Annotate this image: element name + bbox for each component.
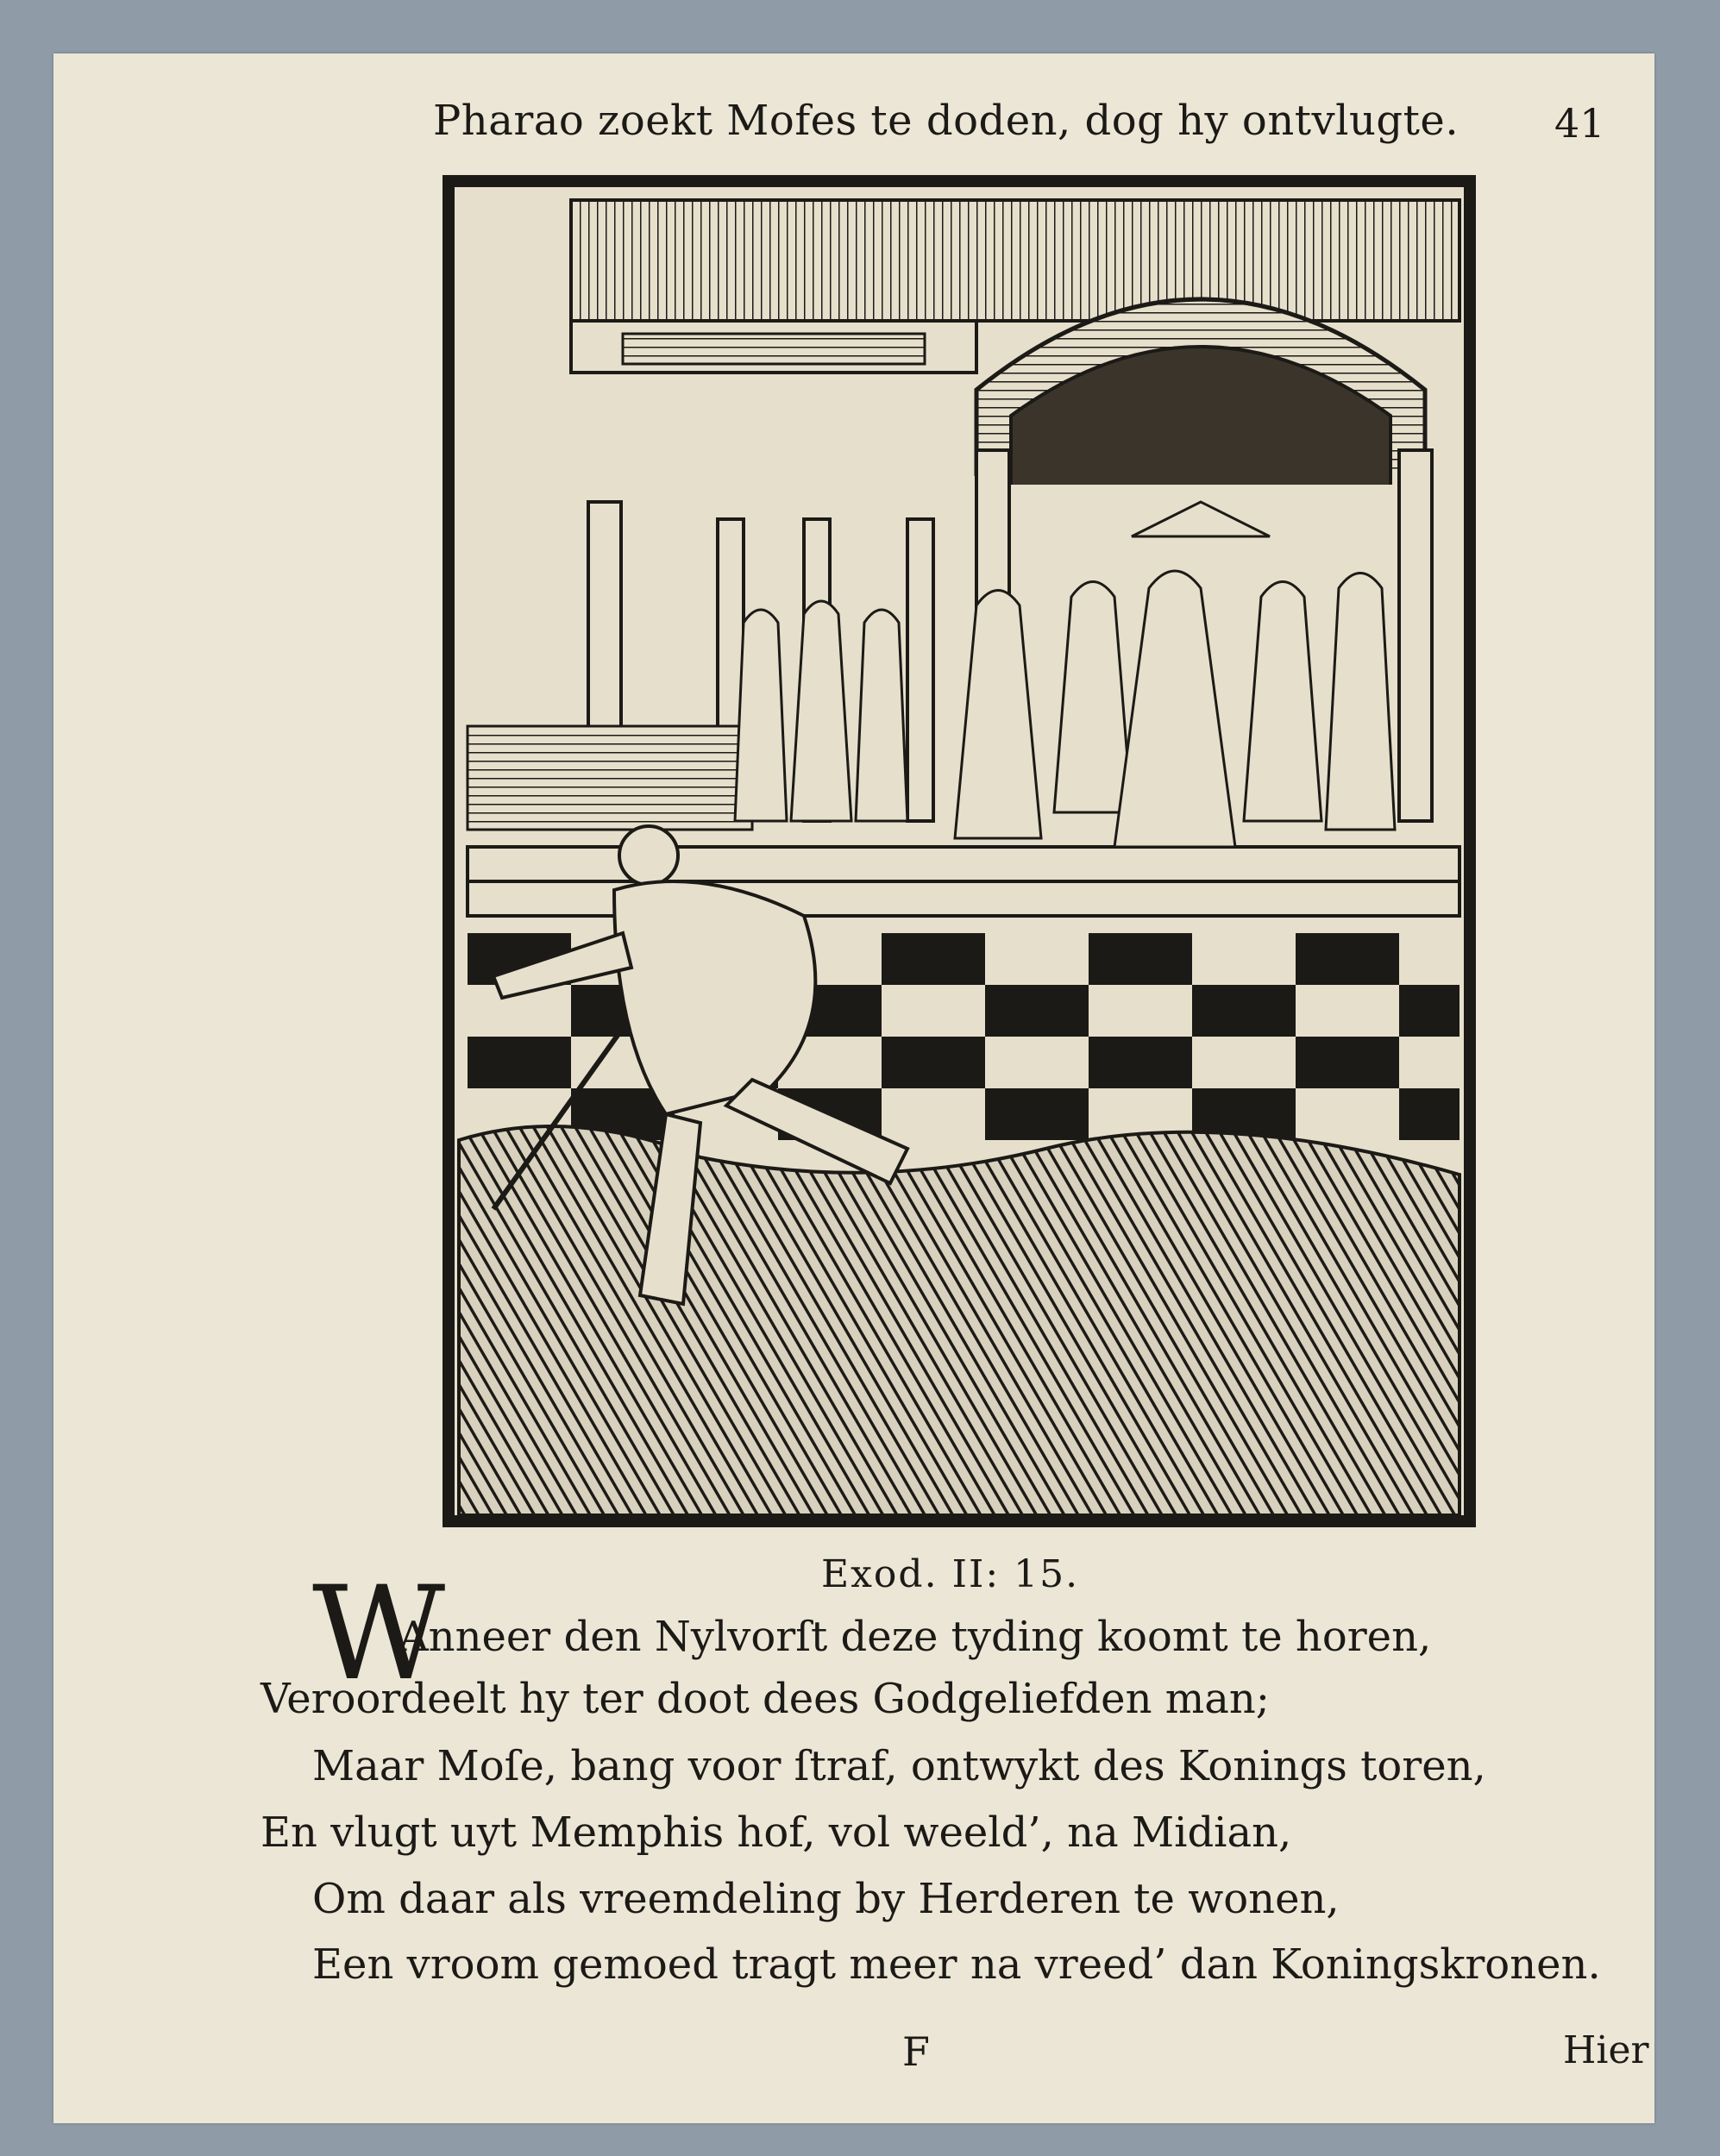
scripture-reference: Exod. II: 15. bbox=[821, 1552, 1080, 1596]
poem-line: Maar Moſe, bang voor ſtraf, ontwykt des Konings toren, bbox=[312, 1742, 1486, 1790]
drop-cap: W bbox=[312, 1559, 446, 1709]
poem-line: Anneer den Nylvorſt deze tyding koomt te horen, bbox=[399, 1613, 1432, 1661]
poem-line: En vlugt uyt Memphis hof, vol weeld’, na Midian, bbox=[261, 1808, 1292, 1857]
poem-line: Veroordeelt hy ter doot dees Godgeliefden man; bbox=[261, 1675, 1270, 1723]
poem-line: Een vroom gemoed tragt meer na vreed’ dan Koningskronen. bbox=[312, 1940, 1601, 1989]
page-number: 41 bbox=[1554, 100, 1605, 147]
signature-mark: F bbox=[902, 2028, 930, 2075]
page-header-title: Pharao zoekt Mofes te doden, dog hy ontvlugte. bbox=[433, 97, 1459, 145]
poem-line: Om daar als vreemdeling by Herderen te wonen, bbox=[312, 1875, 1340, 1923]
woodcut-illustration-icon bbox=[442, 174, 1477, 1528]
catchword: Hier bbox=[1563, 2028, 1649, 2072]
page-sheet bbox=[53, 53, 1654, 2123]
